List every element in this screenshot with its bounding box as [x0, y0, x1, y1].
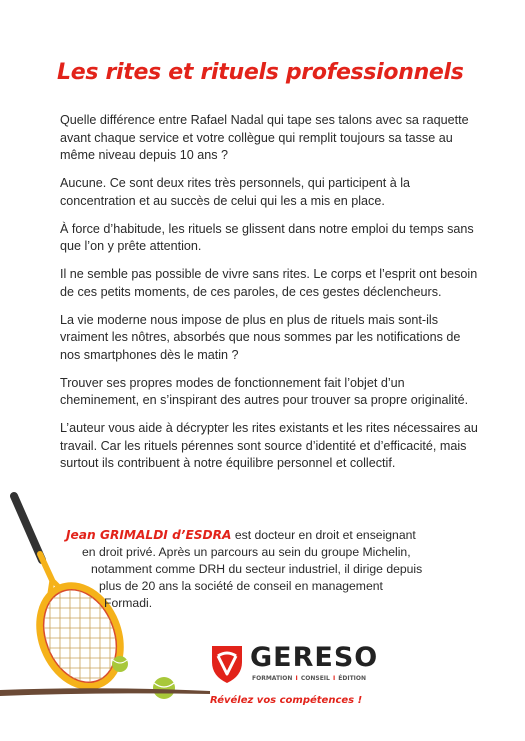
paragraph: Quelle différence entre Rafael Nadal qui tape ses talons avec sa raquette avant chaque service et votre collègue qui remplit toujours sa tasse au même niveau depuis 10 ans ? — [60, 113, 469, 162]
publisher-subtitle: FORMATION I CONSEIL I ÉDITION — [252, 675, 367, 682]
back-cover-text — [60, 112, 480, 483]
paragraph: Aucune. Ce sont deux rites très personnels, qui participent à la concentration et au succès de celui qui les a mis en place. — [60, 176, 411, 208]
gereso-shield-icon — [210, 644, 244, 684]
author-bio — [66, 527, 480, 612]
publisher-name: GERESO — [250, 642, 379, 673]
author-bio-line: notamment comme DRH du secteur industriel, il dirige depuis — [91, 562, 423, 576]
paragraph: Il ne semble pas possible de vivre sans rites. Le corps et l’esprit ont besoin de ces petits moments, de ces paroles, de ces gestes déclencheurs. — [60, 267, 478, 299]
paragraph: Trouver ses propres modes de fonctionnement fait l’objet d’un cheminement, en s’inspirant des autres pour trouver sa propre originalité. — [60, 375, 469, 407]
paragraph: À force d’habitude, les rituels se glissent dans notre emploi du temps sans que l’on y prête attention. — [60, 221, 474, 253]
author-bio-line: Formadi. — [104, 596, 153, 610]
author-name: Jean GRIMALDI d’ESDRA — [66, 528, 232, 542]
tennis-ball-icon — [112, 656, 128, 672]
author-bio-line: plus de 20 ans la société de conseil en management — [99, 579, 383, 593]
publisher-logo — [210, 642, 379, 688]
court-ground-icon — [0, 684, 210, 698]
author-bio-line: Jean GRIMALDI d’ESDRA est docteur en droit et enseignant — [66, 528, 416, 542]
author-bio-line: en droit privé. Après un parcours au sein du groupe Michelin, — [82, 545, 411, 559]
paragraph: L’auteur vous aide à décrypter les rites existants et les rites nécessaires au travail. Car les rituels pérennes sont source d’identité et d’efficacité, mais surtout ils contribuent à notre équilibre personnel et collectif. — [60, 421, 478, 470]
publisher-tagline: Révélez vos compétences ! — [210, 695, 363, 706]
paragraph: La vie moderne nous impose de plus en plus de rituels mais sont-ils vraiment les nôtres, absorbés que nous sommes par les notifications de nos smartphones dès le matin ? — [60, 312, 461, 362]
page-title: Les rites et rituels professionnels — [57, 60, 464, 85]
